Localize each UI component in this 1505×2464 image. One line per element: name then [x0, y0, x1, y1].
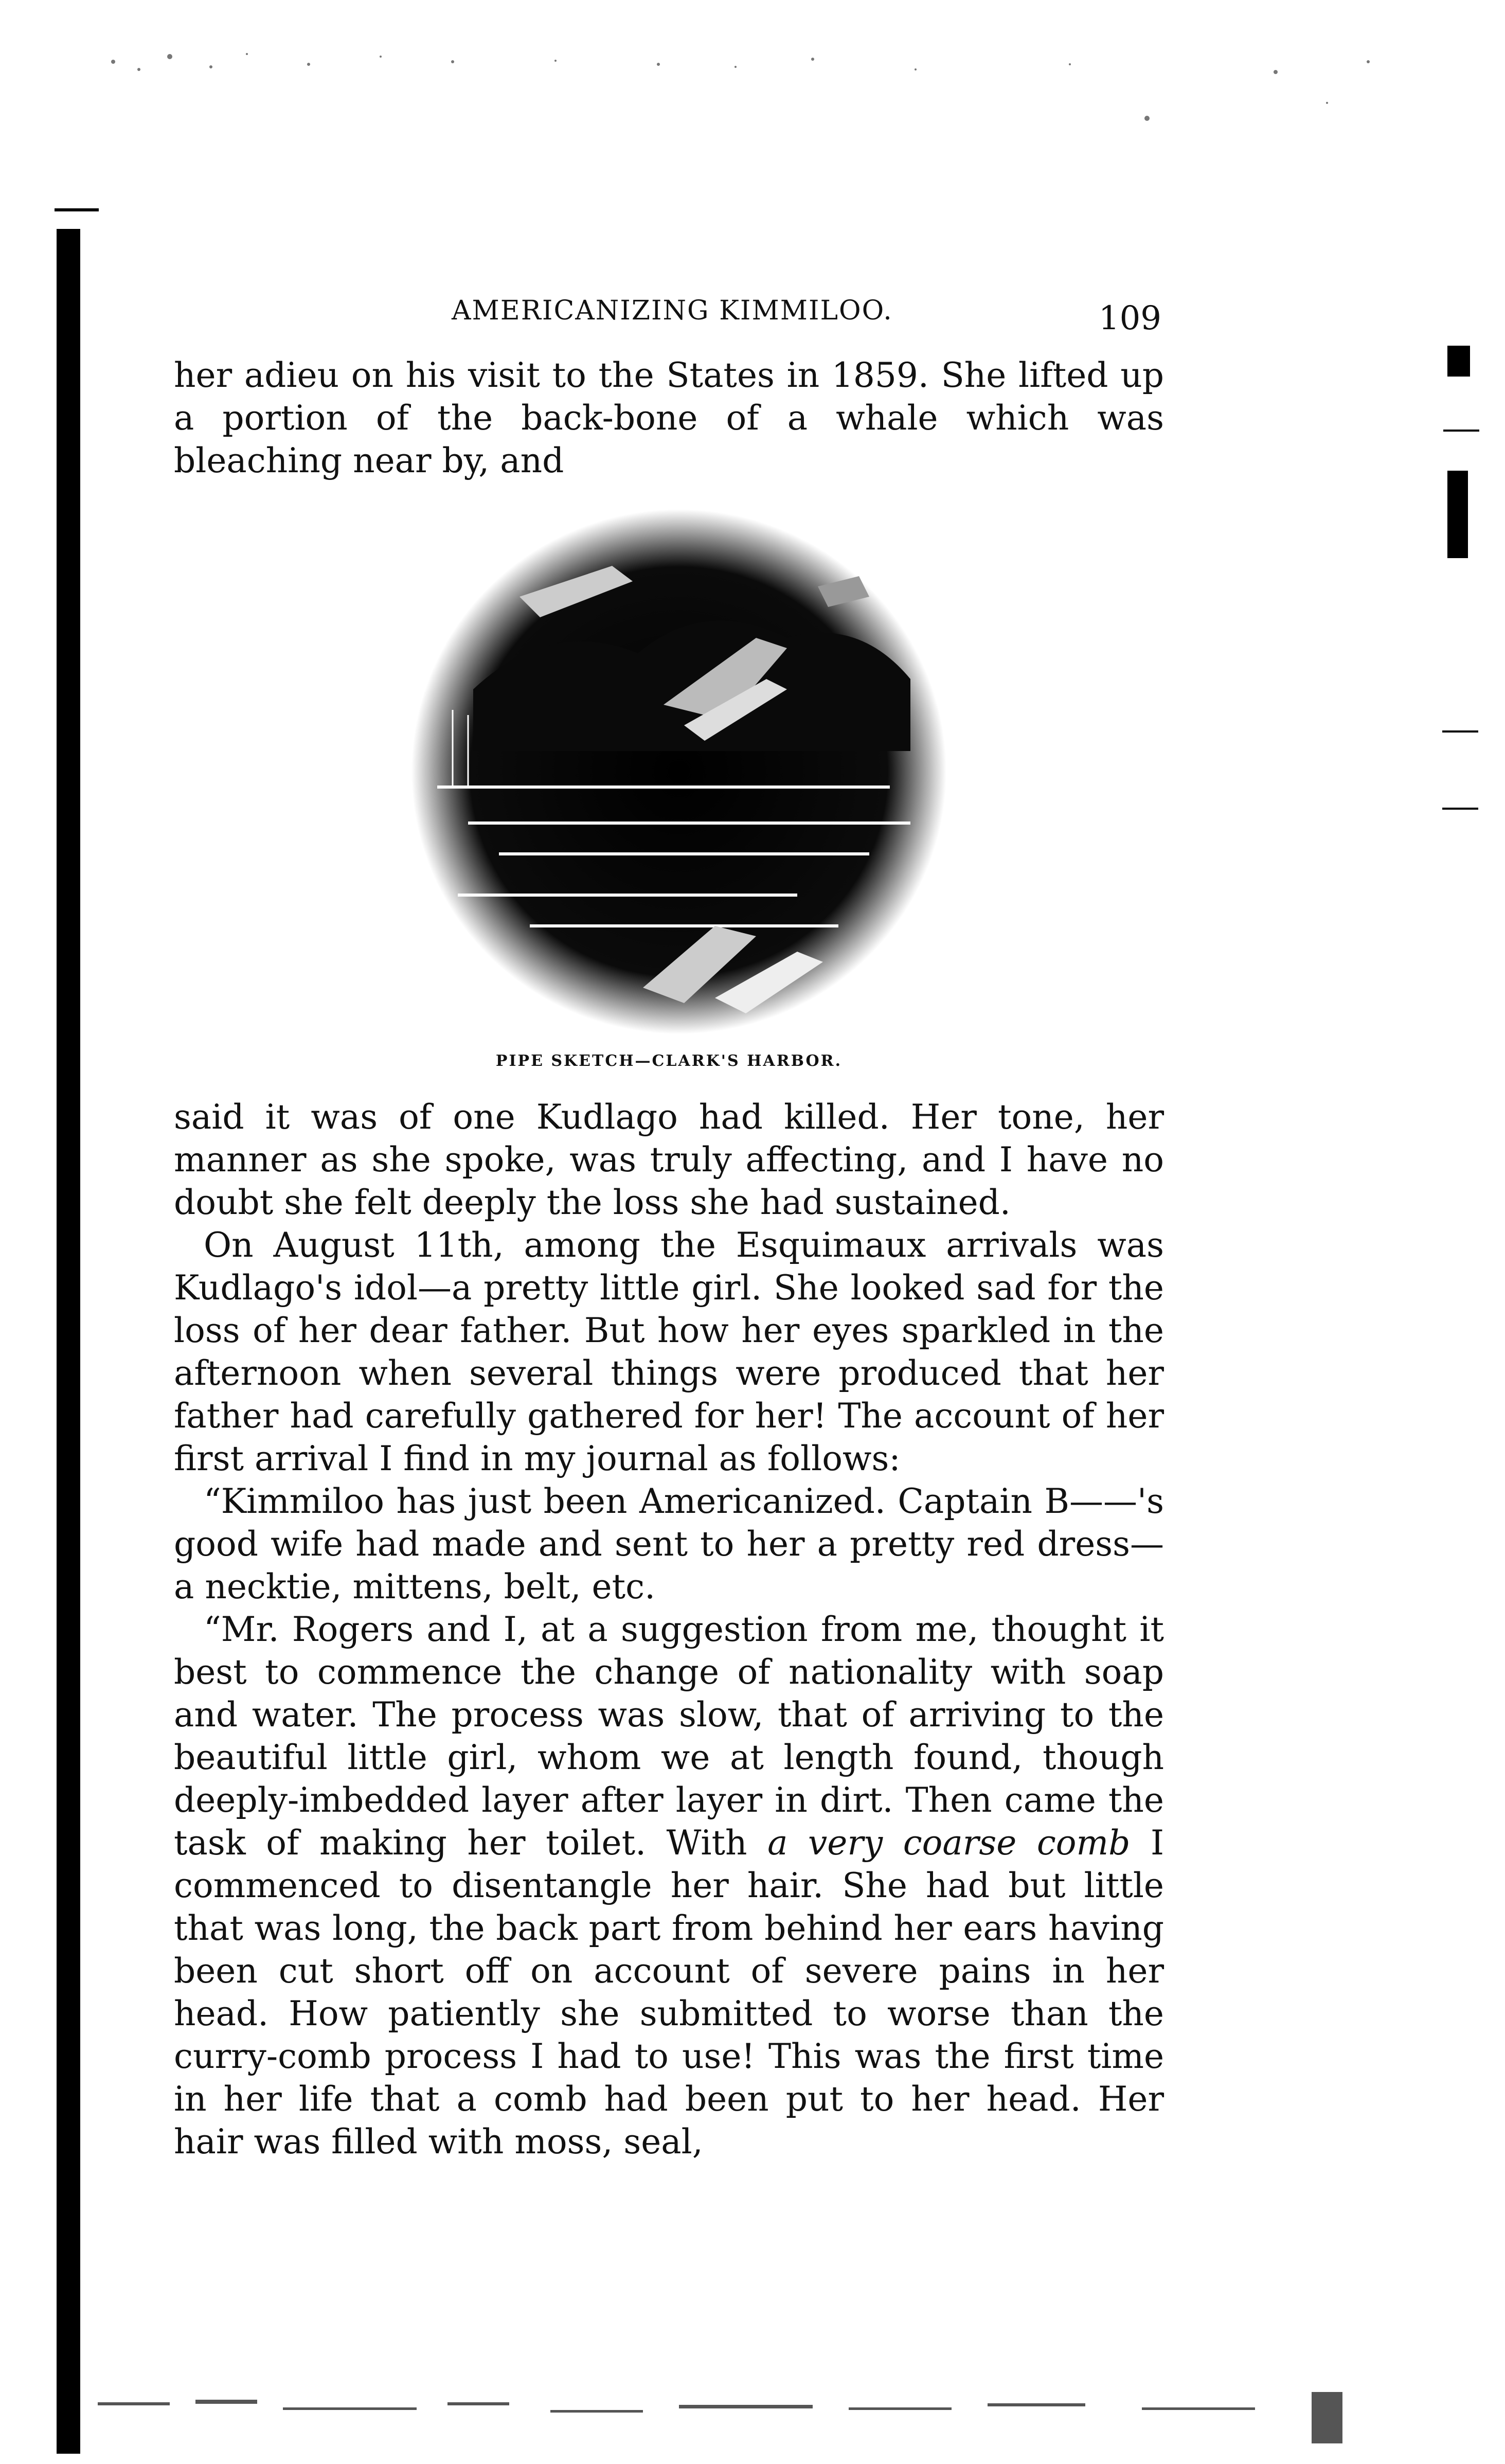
scan-noise-top: [93, 41, 1430, 144]
text-block-bottom: [174, 1096, 1164, 2163]
scan-margin-marks: [1438, 0, 1505, 2464]
paragraph: On August 11th, among the Esquimaux arrivals was Kudlago's idol—a pretty little girl. She looked sad for the loss of her dear father. But how her eyes sparkled in the afternoon when several things were produced that her father had carefully gathered for her! The account of her first arrival I find in my journal as follows:: [174, 1225, 1164, 1478]
running-title: AMERICANIZING KIMMILOO.: [452, 295, 893, 326]
paragraph: said it was of one Kudlago had killed. Her tone, her manner as she spoke, was truly affecting, and I have no doubt she felt deeply the loss she had sustained.: [174, 1097, 1164, 1222]
text-block-top: [174, 354, 1164, 482]
figure-caption: PIPE SKETCH—CLARK'S HARBOR.: [495, 1052, 843, 1070]
paragraph-text: I commenced to disentangle her hair. She had but little that was long, the back part from behind her ears having been cut short off on account of severe pains in her head. How patiently she submitted to worse than the curry-comb process I had to use! This was the first time in her life that a comb had been put to her head. Her hair was filled with moss, seal,: [174, 1823, 1164, 2162]
paragraph: [174, 1608, 1164, 2163]
page-number: 109: [1098, 299, 1161, 337]
paragraph: her adieu on his visit to the States in 1859. She lifted up a portion of the back-bone of a whale which was bleaching near by, and: [174, 355, 1164, 480]
paragraph-text: “Mr. Rogers and I, at a suggestion from me, thought it best to commence the change of nationality with soap and water. The process was slow, that of arriving to the beautiful little girl, whom we at length found, though deeply-imbedded layer after layer in dirt. Then came the task of making her toilet. With: [174, 1610, 1164, 1863]
paragraph: “Kimmiloo has just been Americanized. Captain B——'s good wife had made and sent to her a pretty red dress—a necktie, mittens, belt, etc.: [174, 1481, 1164, 1606]
pipe-sketch-illustration: [396, 484, 962, 1049]
scan-noise-bottom: [87, 2371, 1476, 2454]
running-header: [174, 290, 1161, 336]
italic-phrase: a very coarse comb: [767, 1823, 1131, 1863]
scan-spine-line: [55, 208, 99, 211]
scan-spine-shadow: [57, 229, 80, 2454]
